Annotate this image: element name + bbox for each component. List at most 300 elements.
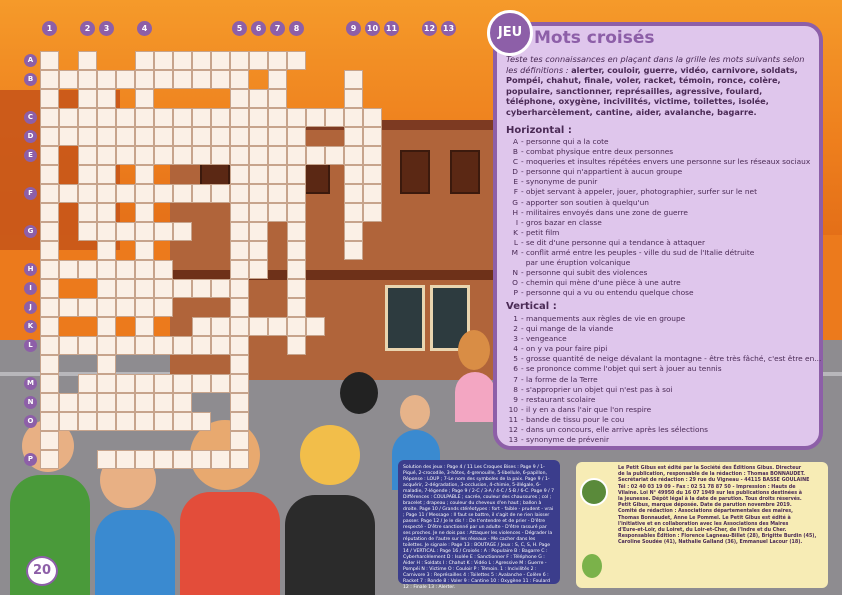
horizontal-heading: Horizontal : (506, 125, 572, 136)
crossword-cell[interactable] (344, 70, 363, 89)
row-letter-label: J (24, 301, 37, 314)
crossword-cell[interactable] (344, 127, 363, 146)
clue-text: - apporter son soutien à quelqu'un (521, 197, 649, 207)
clue-key: E (513, 177, 518, 187)
crossword-cell[interactable] (97, 393, 116, 412)
crossword-cell[interactable] (268, 165, 287, 184)
crossword-cell[interactable] (230, 431, 249, 450)
crossword-cell[interactable] (97, 450, 116, 469)
crossword-cell[interactable] (268, 146, 287, 165)
crossword-cell[interactable] (116, 222, 135, 241)
word-list: alerter, couloir, guerre, vidéo, carnivore, soldats, Pompéi, chahut, finale, voler, racket, témoin, ronce, colère, populaire, sanctionner, représailles, agressive, foulard, téléphone, oxygène, incivilités, victime, toilettes, isolée, cyberharcèlement, cantine, aider, avalanche, bagarre. (506, 64, 798, 117)
crossword-cell[interactable] (173, 127, 192, 146)
crossword-cell[interactable] (154, 336, 173, 355)
crossword-cell[interactable] (97, 298, 116, 317)
vertical-clue (506, 395, 818, 405)
clue-key: L (513, 237, 518, 247)
crossword-cell[interactable] (249, 222, 268, 241)
crossword-cell[interactable] (287, 336, 306, 355)
crossword-cell[interactable] (78, 203, 97, 222)
crossword-cell[interactable] (135, 298, 154, 317)
crossword-cell[interactable] (135, 336, 154, 355)
crossword-cell[interactable] (135, 184, 154, 203)
crossword-cell[interactable] (344, 89, 363, 108)
crossword-cell[interactable] (173, 70, 192, 89)
crossword-cell[interactable] (306, 317, 325, 336)
crossword-cell[interactable] (192, 127, 211, 146)
crossword-cell[interactable] (192, 279, 211, 298)
crossword-cell[interactable] (173, 51, 192, 70)
crossword-cell[interactable] (78, 89, 97, 108)
crossword-cell[interactable] (211, 146, 230, 165)
crossword-cell[interactable] (40, 222, 59, 241)
crossword-cell[interactable] (97, 412, 116, 431)
crossword-cell[interactable] (59, 298, 78, 317)
crossword-cell[interactable] (116, 412, 135, 431)
crossword-cell[interactable] (230, 165, 249, 184)
crossword-cell[interactable] (135, 241, 154, 260)
crossword-cell[interactable] (154, 146, 173, 165)
crossword-cell[interactable] (97, 317, 116, 336)
crossword-cell[interactable] (97, 203, 116, 222)
crossword-cell[interactable] (154, 184, 173, 203)
kid-head (400, 395, 430, 429)
crossword-cell[interactable] (211, 336, 230, 355)
column-number-label: 13 (441, 21, 456, 36)
crossword-cell[interactable] (135, 260, 154, 279)
horizontal-clue (506, 238, 818, 248)
crossword-cell[interactable] (154, 260, 173, 279)
crossword-cell[interactable] (173, 222, 192, 241)
crossword-cell[interactable] (211, 279, 230, 298)
crossword-cell[interactable] (97, 70, 116, 89)
crossword-cell[interactable] (173, 374, 192, 393)
crossword-cell[interactable] (116, 450, 135, 469)
crossword-cell[interactable] (287, 51, 306, 70)
crossword-cell[interactable] (192, 412, 211, 431)
crossword-cell[interactable] (306, 108, 325, 127)
crossword-cell[interactable] (97, 355, 116, 374)
column-number-label: 10 (365, 21, 380, 36)
crossword-cell[interactable] (97, 127, 116, 146)
crossword-cell[interactable] (268, 51, 287, 70)
crossword-cell[interactable] (78, 70, 97, 89)
crossword-cell[interactable] (135, 203, 154, 222)
crossword-cell[interactable] (192, 108, 211, 127)
crossword-cell[interactable] (135, 450, 154, 469)
credit-line: Caroline Soudée (41), Nathalie Galland (36), Emmanuel Lacour (18). (618, 540, 803, 546)
crossword-cell[interactable] (97, 374, 116, 393)
crossword-cell[interactable] (344, 222, 363, 241)
horizontal-clues (506, 137, 818, 299)
crossword-cell[interactable] (173, 393, 192, 412)
crossword-cell[interactable] (211, 374, 230, 393)
clue-text: - personne qui n'appartient à aucun groupe (521, 167, 683, 177)
crossword-cell[interactable] (268, 203, 287, 222)
horizontal-clue (506, 198, 818, 208)
crossword-cell[interactable] (230, 336, 249, 355)
clue-text: - qui mange de la viande (521, 324, 614, 334)
horizontal-clue (506, 147, 818, 157)
crossword-cell[interactable] (154, 450, 173, 469)
crossword-cell[interactable] (173, 336, 192, 355)
crossword-cell[interactable] (40, 355, 59, 374)
crossword-cell[interactable] (344, 184, 363, 203)
crossword-cell[interactable] (135, 317, 154, 336)
crossword-cell[interactable] (173, 279, 192, 298)
crossword-cell[interactable] (173, 450, 192, 469)
crossword-cell[interactable] (40, 298, 59, 317)
crossword-cell[interactable] (363, 127, 382, 146)
crossword-cell[interactable] (230, 127, 249, 146)
crossword-cell[interactable] (249, 89, 268, 108)
crossword-cell[interactable] (230, 298, 249, 317)
crossword-cell[interactable] (116, 70, 135, 89)
crossword-cell[interactable] (249, 51, 268, 70)
horizontal-clue (506, 268, 818, 278)
crossword-cell[interactable] (230, 412, 249, 431)
crossword-cell[interactable] (78, 260, 97, 279)
crossword-cell[interactable] (154, 127, 173, 146)
crossword-cell[interactable] (116, 108, 135, 127)
crossword-cell[interactable] (268, 127, 287, 146)
credit-line: Tél : 02 40 03 19 09 - Fax : 02 51 78 87 50 - Impression : Hauts de (618, 484, 796, 490)
crossword-cell[interactable] (268, 317, 287, 336)
crossword-cell[interactable] (154, 374, 173, 393)
crossword-cell[interactable] (97, 260, 116, 279)
crossword-cell[interactable] (154, 222, 173, 241)
crossword-cell[interactable] (230, 146, 249, 165)
crossword-cell[interactable] (135, 70, 154, 89)
crossword-cell[interactable] (78, 108, 97, 127)
crossword-cell[interactable] (306, 146, 325, 165)
crossword-cell[interactable] (59, 70, 78, 89)
crossword-cell[interactable] (287, 317, 306, 336)
crossword-cell[interactable] (97, 241, 116, 260)
crossword-cell[interactable] (135, 374, 154, 393)
kid-head (300, 425, 360, 485)
crossword-cell[interactable] (344, 241, 363, 260)
crossword-cell[interactable] (192, 184, 211, 203)
crossword-cell[interactable] (211, 51, 230, 70)
crossword-cell[interactable] (40, 51, 59, 70)
crossword-cell[interactable] (59, 412, 78, 431)
crossword-cell[interactable] (78, 184, 97, 203)
clue-text: - synonyme de punir (521, 177, 598, 187)
crossword-cell[interactable] (363, 165, 382, 184)
crossword-cell[interactable] (154, 279, 173, 298)
crossword-cell[interactable] (40, 70, 59, 89)
clue-text: - se dit d'une personne qui a tendance à attaquer (521, 237, 705, 247)
column-number-label: 2 (80, 21, 95, 36)
crossword-cell[interactable] (344, 146, 363, 165)
crossword-cell[interactable] (325, 108, 344, 127)
crossword-cell[interactable] (287, 222, 306, 241)
crossword-cell[interactable] (268, 70, 287, 89)
crossword-cell[interactable] (135, 127, 154, 146)
horizontal-clue (506, 187, 818, 197)
crossword-cell[interactable] (211, 70, 230, 89)
credit-line: l'initiative et en collaboration avec les Associations des Maires (618, 521, 789, 527)
crossword-cell[interactable] (287, 184, 306, 203)
crossword-cell[interactable] (211, 184, 230, 203)
crossword-cell[interactable] (154, 412, 173, 431)
crossword-cell[interactable] (116, 184, 135, 203)
crossword-cell[interactable] (325, 146, 344, 165)
crossword-cell[interactable] (116, 393, 135, 412)
crossword-cell[interactable] (249, 146, 268, 165)
recycle-logo-icon (582, 554, 602, 578)
crossword-cell[interactable] (116, 279, 135, 298)
crossword-cell[interactable] (287, 298, 306, 317)
horizontal-clue (506, 278, 818, 288)
clue-key: 2 (513, 324, 518, 334)
crossword-cell[interactable] (363, 184, 382, 203)
credit-line: d'Eure-et-Loir, du Loiret, du Loir-et-Cher, de l'Indre et du Cher. (618, 528, 787, 534)
crossword-cell[interactable] (97, 89, 116, 108)
crossword-cell[interactable] (40, 393, 59, 412)
row-letter-label: A (24, 54, 37, 67)
crossword-cell[interactable] (40, 431, 59, 450)
crossword-cell[interactable] (97, 108, 116, 127)
crossword-cell[interactable] (78, 374, 97, 393)
crossword-cell[interactable] (78, 146, 97, 165)
crossword-cell[interactable] (363, 108, 382, 127)
crossword-cell[interactable] (268, 184, 287, 203)
crossword-cell[interactable] (173, 412, 192, 431)
crossword-cell[interactable] (40, 412, 59, 431)
crossword-cell[interactable] (192, 70, 211, 89)
jeu-badge: JEU (487, 10, 533, 56)
horizontal-clue (506, 288, 818, 298)
crossword-cell[interactable] (78, 412, 97, 431)
clue-key: 10 (508, 404, 518, 414)
crossword-cell[interactable] (116, 127, 135, 146)
crossword-cell[interactable] (59, 336, 78, 355)
crossword-cell[interactable] (78, 336, 97, 355)
crossword-cell[interactable] (173, 184, 192, 203)
clue-text: - personne qui subit des violences (521, 268, 648, 278)
crossword-cell[interactable] (40, 108, 59, 127)
crossword-cell[interactable] (116, 146, 135, 165)
crossword-cell[interactable] (154, 298, 173, 317)
clue-key: H (512, 207, 518, 217)
crossword-cell[interactable] (211, 127, 230, 146)
crossword-cell[interactable] (97, 279, 116, 298)
vertical-clue (506, 435, 818, 445)
row-letter-label: F (24, 187, 37, 200)
crossword-cell[interactable] (40, 89, 59, 108)
credit-line: Secrétariat de rédaction : 29 rue du Vigneau - 44115 BASSE GOULAINE (618, 478, 810, 484)
horizontal-clue (506, 208, 818, 218)
crossword-cell[interactable] (135, 393, 154, 412)
school-window (400, 150, 430, 194)
crossword-cell[interactable] (59, 184, 78, 203)
crossword-cell[interactable] (211, 317, 230, 336)
crossword-cell[interactable] (230, 89, 249, 108)
crossword-cell[interactable] (230, 70, 249, 89)
crossword-cell[interactable] (78, 222, 97, 241)
row-letter-label: D (24, 130, 37, 143)
crossword-cell[interactable] (59, 393, 78, 412)
crossword-cell[interactable] (192, 336, 211, 355)
crossword-cell[interactable] (287, 241, 306, 260)
school-window (450, 150, 480, 194)
row-letter-label: H (24, 263, 37, 276)
crossword-cell[interactable] (287, 127, 306, 146)
crossword-cell[interactable] (230, 260, 249, 279)
clue-key: D (512, 167, 518, 177)
vertical-clue (506, 354, 822, 364)
crossword-cell[interactable] (211, 450, 230, 469)
crossword-cell[interactable] (97, 184, 116, 203)
crossword-cell[interactable] (211, 108, 230, 127)
clue-key: 4 (513, 344, 518, 354)
crossword-cell[interactable] (78, 51, 97, 70)
crossword-cell[interactable] (230, 222, 249, 241)
crossword-cell[interactable] (78, 298, 97, 317)
crossword-cell[interactable] (249, 184, 268, 203)
clue-key: 9 (513, 394, 518, 404)
crossword-cell[interactable] (154, 393, 173, 412)
crossword-cell[interactable] (192, 374, 211, 393)
crossword-cell[interactable] (249, 165, 268, 184)
crossword-cell[interactable] (40, 260, 59, 279)
crossword-cell[interactable] (40, 317, 59, 336)
crossword-cell[interactable] (230, 279, 249, 298)
clue-text: - il y en a dans l'air que l'on respire (521, 404, 652, 414)
clue-text: - combat physique entre deux personnes (521, 147, 674, 157)
crossword-cell[interactable] (135, 165, 154, 184)
crossword-cell[interactable] (40, 279, 59, 298)
crossword-cell[interactable] (97, 222, 116, 241)
crossword-cell[interactable] (173, 108, 192, 127)
crossword-cell[interactable] (40, 165, 59, 184)
horizontal-clue (506, 157, 818, 167)
crossword-cell[interactable] (97, 165, 116, 184)
crossword-cell[interactable] (116, 336, 135, 355)
crossword-cell[interactable] (230, 184, 249, 203)
crossword-cell[interactable] (173, 146, 192, 165)
crossword-cell[interactable] (287, 165, 306, 184)
crossword-cell[interactable] (135, 108, 154, 127)
crossword-cell[interactable] (287, 279, 306, 298)
crossword-cell[interactable] (97, 336, 116, 355)
crossword-cell[interactable] (192, 146, 211, 165)
crossword-cell[interactable] (154, 108, 173, 127)
crossword-cell[interactable] (287, 108, 306, 127)
crossword-cell[interactable] (287, 203, 306, 222)
crossword-cell[interactable] (116, 260, 135, 279)
crossword-cell[interactable] (40, 127, 59, 146)
crossword-cell[interactable] (344, 203, 363, 222)
crossword-cell[interactable] (344, 165, 363, 184)
crossword-cell[interactable] (40, 203, 59, 222)
clue-key: 13 (508, 435, 518, 445)
crossword-cell[interactable] (135, 222, 154, 241)
crossword-cell[interactable] (40, 146, 59, 165)
crossword-cell[interactable] (287, 146, 306, 165)
clue-key: C (512, 157, 518, 167)
crossword-cell[interactable] (230, 317, 249, 336)
crossword-cell[interactable] (40, 241, 59, 260)
column-number-label: 6 (251, 21, 266, 36)
kid-shirt (180, 492, 280, 595)
clue-key: G (512, 197, 518, 207)
crossword-cell[interactable] (154, 51, 173, 70)
crossword-cell[interactable] (154, 70, 173, 89)
credit-line: Thomas Bonnaudet, Anne Le Pommel. Le Petit Gibus est édité à (618, 515, 791, 521)
crossword-cell[interactable] (230, 393, 249, 412)
crossword-cell[interactable] (40, 184, 59, 203)
clue-text: - conflit armé entre les peuples - ville du sud de l'Italie détruite (521, 248, 755, 258)
crossword-cell[interactable] (249, 260, 268, 279)
crossword-cell[interactable] (268, 108, 287, 127)
clue-text: - personne qui a vu ou entendu quelque chose (521, 288, 694, 298)
crossword-cell[interactable] (363, 146, 382, 165)
crossword-cell[interactable] (287, 260, 306, 279)
row-letter-label: E (24, 149, 37, 162)
column-number-label: 5 (232, 21, 247, 36)
crossword-cell[interactable] (363, 203, 382, 222)
crossword-cell[interactable] (249, 317, 268, 336)
crossword-cell[interactable] (116, 374, 135, 393)
crossword-cell[interactable] (249, 203, 268, 222)
crossword-cell[interactable] (135, 89, 154, 108)
crossword-cell[interactable] (230, 51, 249, 70)
crossword-cell[interactable] (116, 298, 135, 317)
crossword-cell[interactable] (230, 108, 249, 127)
crossword-cell[interactable] (344, 108, 363, 127)
crossword-cell[interactable] (135, 412, 154, 431)
credit-line: Comité de rédaction : Associations départementales des maires, (618, 509, 793, 515)
crossword-cell[interactable] (230, 355, 249, 374)
crossword-cell[interactable] (192, 51, 211, 70)
vertical-heading: Vertical : (506, 301, 557, 312)
crossword-cell[interactable] (59, 260, 78, 279)
clue-text: - synonyme de prévenir (521, 435, 609, 445)
clue-text: - petit film (521, 227, 560, 237)
crossword-cell[interactable] (192, 317, 211, 336)
crossword-cell[interactable] (135, 51, 154, 70)
crossword-cell[interactable] (40, 336, 59, 355)
crossword-cell[interactable] (135, 146, 154, 165)
crossword-cell[interactable] (249, 127, 268, 146)
crossword-cell[interactable] (249, 108, 268, 127)
crossword-cell[interactable] (40, 374, 59, 393)
crossword-cell[interactable] (59, 127, 78, 146)
crossword-cell[interactable] (230, 450, 249, 469)
crossword-cell[interactable] (97, 146, 116, 165)
vertical-clue (506, 385, 818, 395)
crossword-cell[interactable] (135, 279, 154, 298)
crossword-cell[interactable] (59, 108, 78, 127)
crossword-cell[interactable] (78, 127, 97, 146)
crossword-cell[interactable] (230, 241, 249, 260)
crossword-cell[interactable] (249, 241, 268, 260)
credit-line: Vilaine. Loi N° 49950 du 16 07 1949 sur les publications destinées à (618, 490, 803, 496)
crossword-cell[interactable] (40, 450, 59, 469)
crossword-cell[interactable] (78, 393, 97, 412)
crossword-cell[interactable] (192, 450, 211, 469)
crossword-cell[interactable] (268, 89, 287, 108)
crossword-cell[interactable] (230, 203, 249, 222)
clue-key: K (513, 227, 518, 237)
crossword-cell[interactable] (78, 165, 97, 184)
kid-shirt (95, 510, 175, 595)
crossword-cell[interactable] (230, 374, 249, 393)
vertical-clue (506, 405, 818, 415)
